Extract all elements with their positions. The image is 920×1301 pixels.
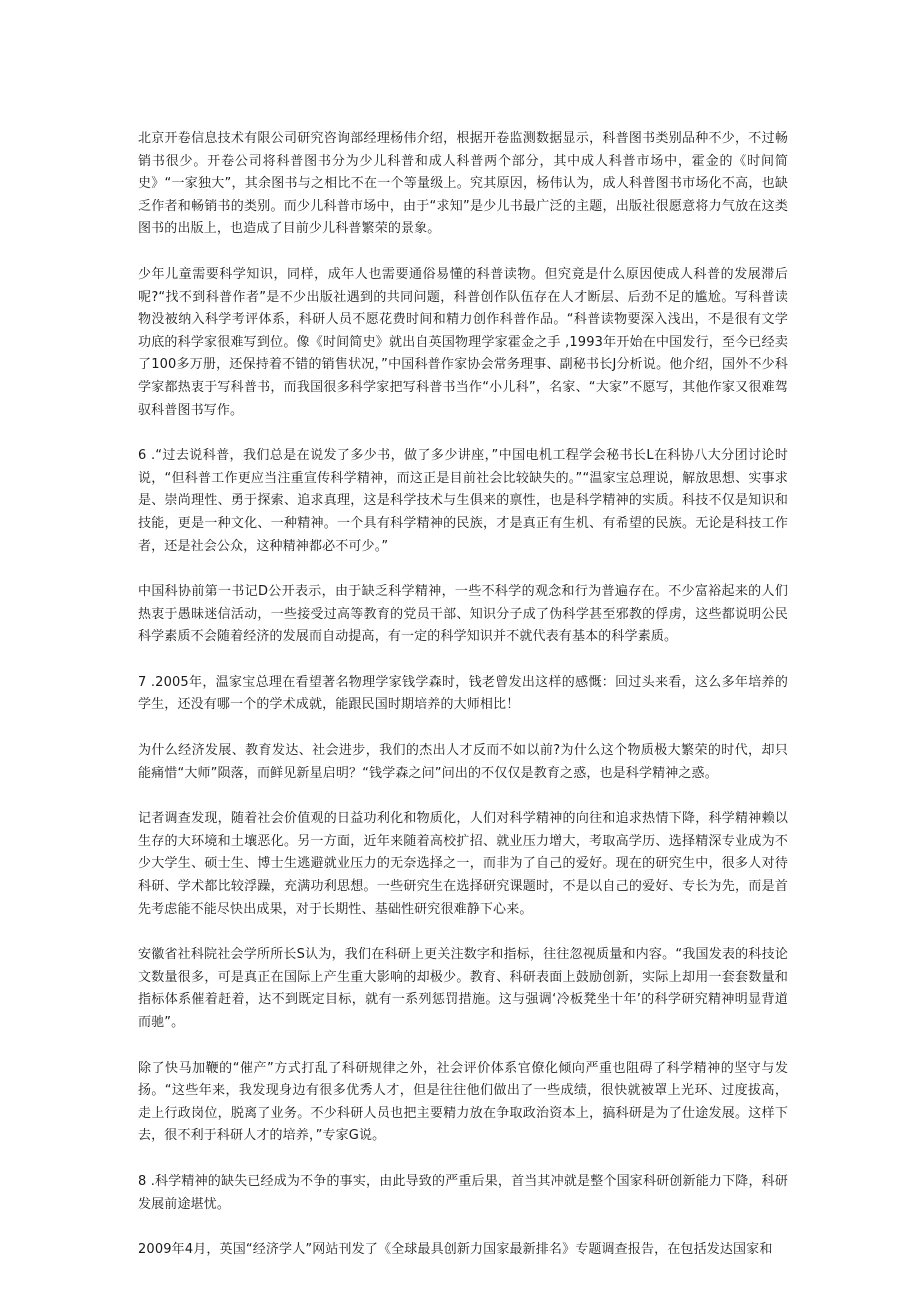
- paragraph-evaluation-system: 除了快马加鞭的“催产”方式打乱了科研规律之外，社会评价体系官僚化倾向严重也阻碍了科学精神的坚守与发扬。“这些年来，我发现身边有很多优秀人才，但是往往他们做出了一些成绩，很快就被罩上光环、过度拔高，走上行政岗位，脱离了业务。不少科研人员也把主要精力放在争取政治资本上，搞科研是为了仕途发展。这样下去，很不利于科研人才的培养，”专家G说。: [138, 1060, 788, 1144]
- paragraph-item-7-qian-xuesen: 7 .2005年，温家宝总理在看望著名物理学家钱学森时，钱老曾发出这样的感慨：回过头来看，这么多年培养的学生，还没有哪一个的学术成就，能跟民国时期培养的大师相比！: [138, 674, 788, 713]
- document-body: [138, 128, 788, 1285]
- paragraph-adult-science-writing: 少年儿童需要科学知识，同样，成年人也需要通俗易懂的科普读物。但究竟是什么原因使成人科普的发展滞后呢?“找不到科普作者”是不少出版社遇到的共同问题，科普创作队伍存在人才断层、后劲不足的尴尬。写科普读物没被纳入科学考评体系，科研人员不愿花费时间和精力创作科普作品。“科普读物要深入浅出，不是很有文学功底的科学家很难写到位。像《时间简史》就出自英国物理学家霍金之手 ,1993年开始在中国发行，至今已经卖了100多万册，还保持着不错的销售状况，”中国科普作家协会常务理事、副秘书长J分析说。他介绍，国外不少科学家都热衷于写科普书，而我国很多科学家把写科普书当作“小儿科”，名家、“大家”不愿写，其他作家又很难驾驭科普图书写作。: [138, 266, 788, 418]
- paragraph-superstition: 中国科协前第一书记D公开表示，由于缺乏科学精神，一些不科学的观念和行为普遍存在。不少富裕起来的人们热衷于愚昧迷信活动，一些接受过高等教育的党员干部、知识分子成了伪科学甚至邪教的俘虏，这些都说明公民科学素质不会随着经济的发展而自动提高，有一定的科学知识并不就代表有基本的科学素质。: [138, 584, 788, 645]
- paragraph-qian-question: 为什么经济发展、教育发达、社会进步，我们的杰出人才反而不如以前?为什么这个物质极大繁荣的时代，却只能痛惜“大师”陨落，而鲜见新星启明？“钱学森之问”问出的不仅仅是教育之惑，也是科学精神之惑。: [138, 743, 788, 781]
- paragraph-kaijuan-survey: 北京开卷信息技术有限公司研究咨询部经理杨伟介绍，根据开卷监测数据显示，科普图书类别品种不少，不过畅销书很少。开卷公司将科普图书分为少儿科普和成人科普两个部分，其中成人科普市场中，霍金的《时间简史》“一家独大”，其余图书与之相比不在一个等量级上。究其原因，杨伟认为，成人科普图书市场化不高，也缺乏作者和畅销书的类别。而少儿科普市场中，由于“求知”是少儿书最广泛的主题，出版社很愿意将力气放在这类图书的出版上，也造成了目前少儿科普繁荣的景象。: [138, 131, 788, 237]
- paragraph-reporter-survey: 记者调查发现，随着社会价值观的日益功利化和物质化，人们对科学精神的向往和追求热情下降，科学精神赖以生存的大环境和土壤恶化。另一方面，近年来随着高校扩招、就业压力增大，考取高学历、选择精深专业成为不少大学生、硕士生、博士生逃避就业压力的无奈选择之一，而非为了自己的爱好。现在的研究生中，很多人对待科研、学术都比较浮躁，充满功利思想。一些研究生在选择研究课题时，不是以自己的爱好、专长为先，而是首先考虑能不能尽快出成果，对于长期性、基础性研究很难静下心来。: [138, 811, 788, 917]
- paragraph-item-6-science-spirit: 6 .“过去说科普，我们总是在说发了多少书，做了多少讲座，”中国电机工程学会秘书长L在科协八大分团讨论时说，“但科普工作更应当注重宣传科学精神，而这正是目前社会比较缺失的。”“温家宝总理说，解放思想、实事求是、崇尚理性、勇于探索、追求真理，这是科学技术与生俱来的禀性，也是科学精神的实质。科技不仅是知识和技能，更是一种文化、一种精神。一个具有科学精神的民族，才是真正有生机、有希望的民族。无论是科技工作者，还是社会公众，这种精神都必不可少。”: [138, 448, 788, 554]
- paragraph-economist-report: 2009年4月，英国“经济学人”网站刊发了《全球最具创新力国家最新排名》专题调查报告，在包括发达国家和: [138, 1242, 773, 1258]
- paragraph-item-8-innovation: 8 .科学精神的缺失已经成为不争的事实，由此导致的严重后果，首当其冲就是整个国家科研创新能力下降，科研发展前途堪忧。: [138, 1173, 788, 1212]
- paragraph-anhui-academy: 安徽省社科院社会学所所长S认为，我们在科研上更关注数字和指标，往往忽视质量和内容。“我国发表的科技论文数量很多，可是真正在国际上产生重大影响的却极少。教育、科研表面上鼓励创新，实际上却用一套套数量和指标体系催着赶着，达不到既定目标，就有一系列惩罚措施。这与强调‘冷板凳坐十年’的科学研究精神明显背道而驰”。: [138, 947, 788, 1030]
